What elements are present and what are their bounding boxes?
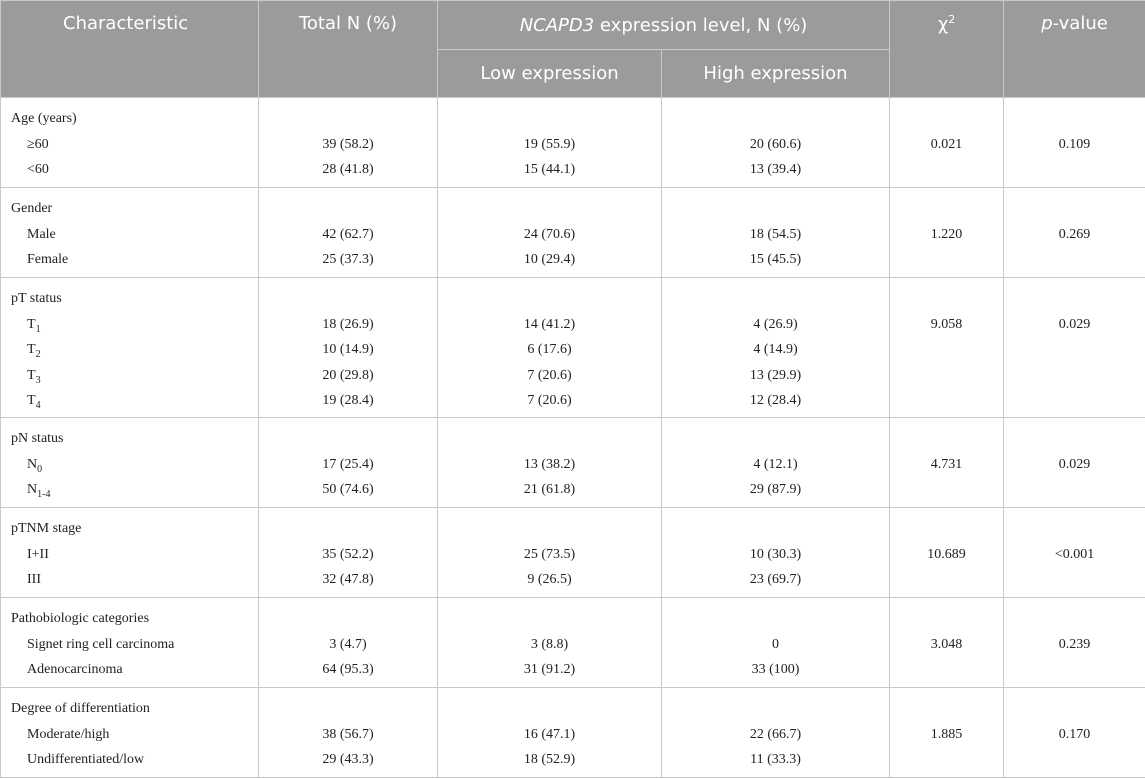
total-value: 17 (25.4) [259,452,437,478]
group-title: Age (years) [11,106,258,132]
row-label-subscript: 2 [36,349,41,360]
high-value: 10 (30.3) [662,542,889,568]
header-p-rest: -value [1053,13,1108,34]
low-value: 21 (61.8) [438,477,661,503]
header-chi-symbol: χ [938,14,948,35]
low-value: 18 (52.9) [438,747,661,773]
low-cell [438,418,662,508]
total-value: 19 (28.4) [259,388,437,414]
header-characteristic: Characteristic [1,1,259,98]
high-value: 11 (33.3) [662,747,889,773]
total-value: 50 (74.6) [259,477,437,503]
characteristic-cell [1,508,259,598]
chi2-value: 3.048 [890,632,1003,658]
spacer-line [259,696,437,722]
group-title: pTNM stage [11,516,258,542]
low-cell [438,508,662,598]
pvalue-value: 0.239 [1004,632,1145,658]
chi-square-cell [890,98,1004,188]
chi2-value: 1.220 [890,222,1003,248]
chi2-value: 10.689 [890,542,1003,568]
total-value: 10 (14.9) [259,337,437,363]
row-label [11,157,258,183]
low-value: 9 (26.5) [438,567,661,593]
low-value: 14 (41.2) [438,312,661,338]
row-label [11,747,258,773]
total-cell [259,418,438,508]
spacer-line [438,426,661,452]
pvalue-value: 0.269 [1004,222,1145,248]
spacer-line [890,696,1003,722]
p-value-cell [1004,688,1145,778]
low-value: 19 (55.9) [438,132,661,158]
group-title: Pathobiologic categories [11,606,258,632]
high-cell [662,188,890,278]
p-value-cell [1004,98,1145,188]
table-header [1,1,1145,98]
low-value: 31 (91.2) [438,657,661,683]
high-value: 4 (14.9) [662,337,889,363]
low-value: 10 (29.4) [438,247,661,273]
chi-square-cell [890,418,1004,508]
row-label [11,632,258,658]
row-label-text: Moderate/high [27,727,109,742]
chi2-value: 0.021 [890,132,1003,158]
row-label-text: I+II [27,547,49,562]
table-row [1,188,1145,278]
row-label [11,542,258,568]
row-label-subscript: 1-4 [37,489,50,500]
row-label-text: T [27,342,36,357]
low-cell [438,188,662,278]
high-value: 0 [662,632,889,658]
row-label-subscript: 1 [36,323,41,334]
high-cell [662,598,890,688]
high-value: 4 (26.9) [662,312,889,338]
low-value: 3 (8.8) [438,632,661,658]
row-label-text: N [27,457,37,472]
spacer-line [890,106,1003,132]
total-value: 28 (41.8) [259,157,437,183]
total-value: 35 (52.2) [259,542,437,568]
total-value: 25 (37.3) [259,247,437,273]
spacer-line [438,606,661,632]
spacer-line [662,426,889,452]
p-value-cell [1004,418,1145,508]
high-value: 13 (29.9) [662,363,889,389]
spacer-line [438,696,661,722]
total-value: 20 (29.8) [259,363,437,389]
total-cell [259,688,438,778]
row-label [11,222,258,248]
spacer-line [438,516,661,542]
row-label-text: Male [27,227,56,242]
table-row [1,98,1145,188]
low-cell [438,598,662,688]
chi2-value: 9.058 [890,312,1003,338]
characteristic-cell [1,98,259,188]
total-value: 3 (4.7) [259,632,437,658]
row-label [11,722,258,748]
chi-square-cell [890,598,1004,688]
high-cell [662,418,890,508]
p-value-cell [1004,598,1145,688]
row-label [11,132,258,158]
row-label-text: N [27,482,37,497]
chi-square-cell [890,688,1004,778]
low-value: 7 (20.6) [438,388,661,414]
total-value: 64 (95.3) [259,657,437,683]
row-label-subscript: 4 [36,400,41,411]
spacer-line [259,516,437,542]
low-value: 6 (17.6) [438,337,661,363]
low-value: 15 (44.1) [438,157,661,183]
p-value-cell [1004,278,1145,418]
spacer-line [890,516,1003,542]
high-value: 12 (28.4) [662,388,889,414]
spacer-line [259,606,437,632]
row-label [11,567,258,593]
spacer-line [259,286,437,312]
spacer-line [890,286,1003,312]
chi2-value: 4.731 [890,452,1003,478]
chi-square-cell [890,188,1004,278]
chi2-value: 1.885 [890,722,1003,748]
pvalue-value: 0.170 [1004,722,1145,748]
row-label [11,247,258,273]
pvalue-value: <0.001 [1004,542,1145,568]
chi-square-cell [890,278,1004,418]
pvalue-value: 0.109 [1004,132,1145,158]
spacer-line [259,196,437,222]
total-cell [259,188,438,278]
table-row [1,598,1145,688]
high-value: 23 (69.7) [662,567,889,593]
row-label-subscript: 0 [37,463,42,474]
high-cell [662,98,890,188]
high-value: 4 (12.1) [662,452,889,478]
header-expression-level [438,1,890,50]
header-chi-square [890,1,1004,98]
spacer-line [662,606,889,632]
total-value: 42 (62.7) [259,222,437,248]
spacer-line [662,696,889,722]
row-label [11,657,258,683]
row-label [11,337,258,363]
spacer-line [438,196,661,222]
row-label [11,452,258,478]
characteristic-cell [1,418,259,508]
spacer-line [890,196,1003,222]
row-label-text: III [27,572,41,587]
spacer-line [1004,426,1145,452]
header-p-value [1004,1,1145,98]
spacer-line [1004,286,1145,312]
characteristic-cell [1,188,259,278]
spacer-line [438,106,661,132]
table-row [1,418,1145,508]
high-value: 22 (66.7) [662,722,889,748]
p-value-cell [1004,508,1145,598]
header-gene-name: NCAPD3 [520,15,595,36]
high-cell [662,688,890,778]
group-title: pT status [11,286,258,312]
high-value: 15 (45.5) [662,247,889,273]
spacer-line [1004,106,1145,132]
spacer-line [438,286,661,312]
spacer-line [662,516,889,542]
total-cell [259,508,438,598]
characteristic-cell [1,278,259,418]
spacer-line [1004,696,1145,722]
row-label-subscript: 3 [36,374,41,385]
header-total: Total N (%) [259,1,438,98]
table-body [1,98,1145,778]
spacer-line [1004,196,1145,222]
high-value: 33 (100) [662,657,889,683]
group-title: Degree of differentiation [11,696,258,722]
low-value: 24 (70.6) [438,222,661,248]
low-value: 25 (73.5) [438,542,661,568]
table-row [1,278,1145,418]
header-high-expression: High expression [662,50,890,98]
table-row [1,508,1145,598]
total-cell [259,598,438,688]
group-title: Gender [11,196,258,222]
p-value-cell [1004,188,1145,278]
header-expression-rest: expression level, N (%) [594,15,807,36]
high-value: 20 (60.6) [662,132,889,158]
low-cell [438,98,662,188]
high-value: 18 (54.5) [662,222,889,248]
row-label-text: T [27,368,36,383]
spacer-line [259,426,437,452]
row-label-text: T [27,393,36,408]
spacer-line [662,286,889,312]
chi-square-cell [890,508,1004,598]
row-label [11,363,258,389]
high-cell [662,508,890,598]
spacer-line [662,196,889,222]
spacer-line [259,106,437,132]
spacer-line [1004,516,1145,542]
row-label [11,312,258,338]
row-label [11,477,258,503]
total-value: 32 (47.8) [259,567,437,593]
row-label-text: Signet ring cell carcinoma [27,637,174,652]
high-value: 13 (39.4) [662,157,889,183]
low-value: 16 (47.1) [438,722,661,748]
header-low-expression: Low expression [438,50,662,98]
spacer-line [1004,606,1145,632]
low-cell [438,278,662,418]
pvalue-value: 0.029 [1004,452,1145,478]
high-cell [662,278,890,418]
characteristic-cell [1,688,259,778]
total-value: 39 (58.2) [259,132,437,158]
total-value: 38 (56.7) [259,722,437,748]
table-row [1,688,1145,778]
spacer-line [662,106,889,132]
pvalue-value: 0.029 [1004,312,1145,338]
row-label-text: Undifferentiated/low [27,752,144,767]
row-label [11,388,258,414]
group-title: pN status [11,426,258,452]
characteristic-cell [1,598,259,688]
total-value: 18 (26.9) [259,312,437,338]
total-cell [259,278,438,418]
row-label-text: <60 [27,162,49,177]
row-label-text: ≥60 [27,137,49,152]
high-value: 29 (87.9) [662,477,889,503]
low-value: 13 (38.2) [438,452,661,478]
row-label-text: Female [27,252,68,267]
low-cell [438,688,662,778]
low-value: 7 (20.6) [438,363,661,389]
spacer-line [890,426,1003,452]
spacer-line [890,606,1003,632]
total-cell [259,98,438,188]
total-value: 29 (43.3) [259,747,437,773]
row-label-text: Adenocarcinoma [27,662,123,677]
header-p-letter: p [1041,13,1052,34]
header-chi-superscript: 2 [948,13,955,26]
row-label-text: T [27,317,36,332]
